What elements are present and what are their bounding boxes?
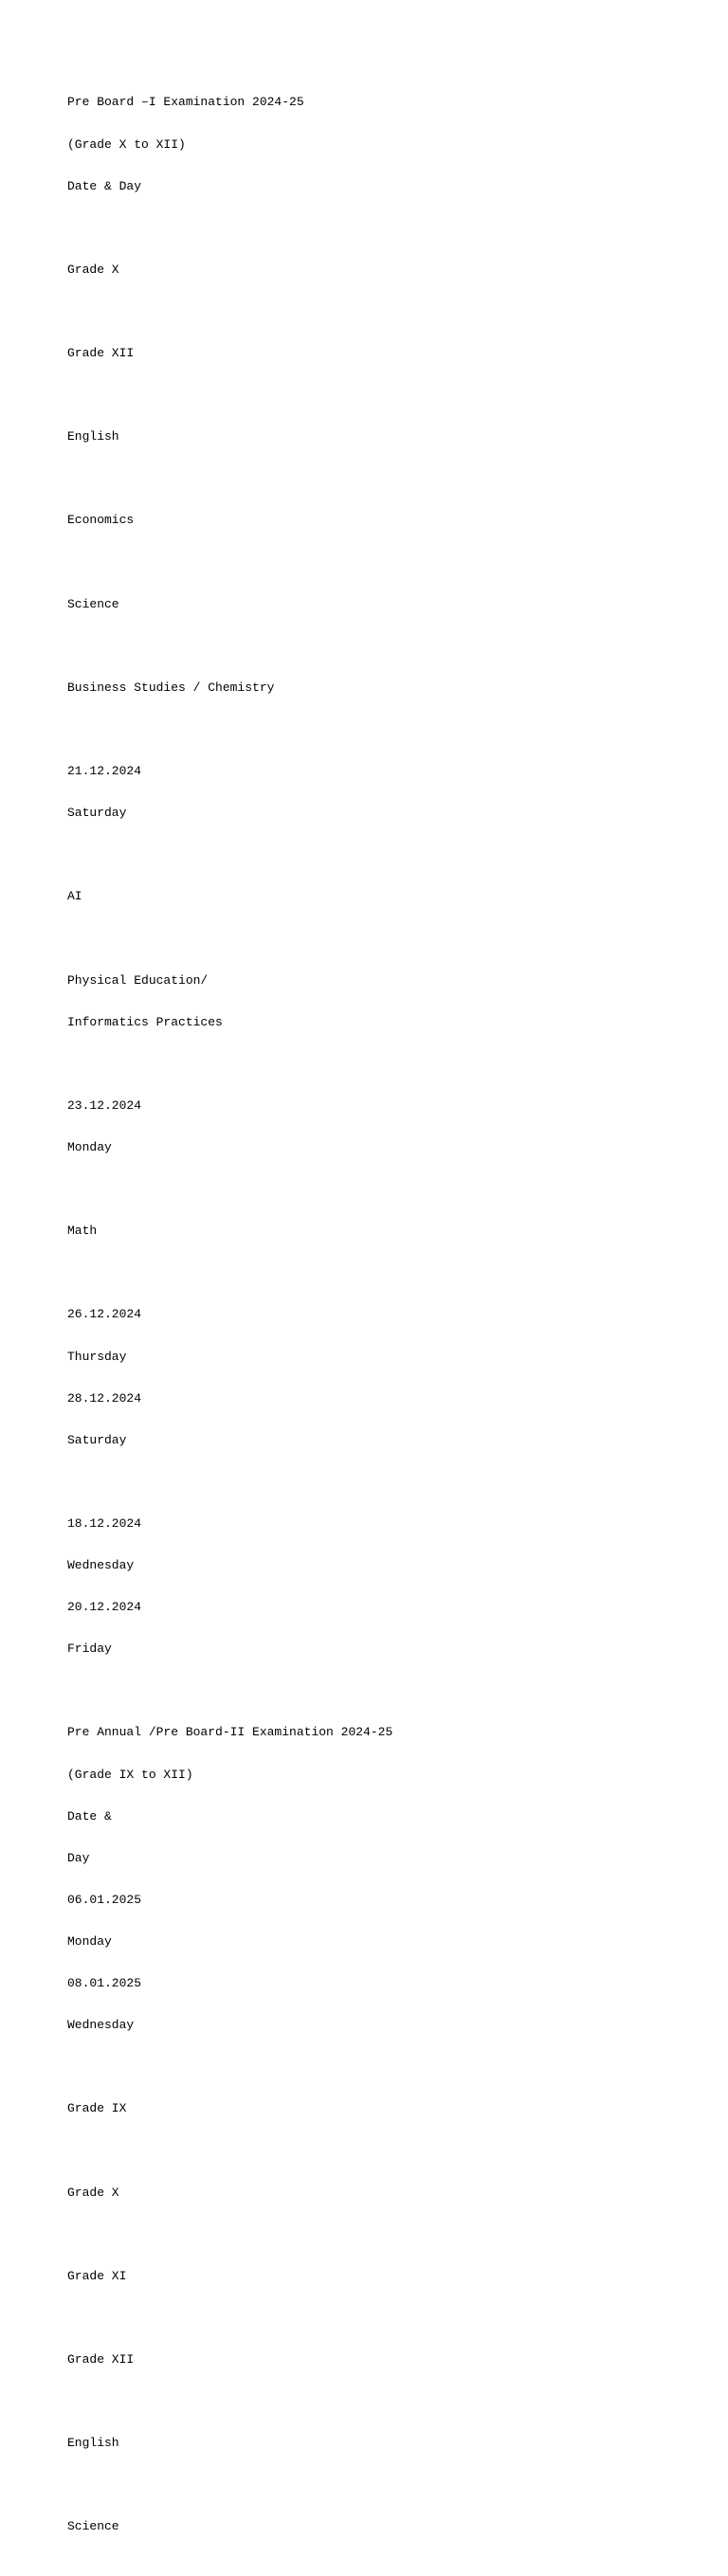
subject-entry — [67, 486, 712, 556]
grade-label: Grade XII — [67, 2352, 135, 2367]
document-page — [67, 68, 712, 2576]
exam-date: 21.12.2024 — [67, 764, 142, 779]
subject-label: Science — [67, 2519, 119, 2534]
subject-label: Math — [67, 1224, 98, 1239]
exam-day: Saturday — [67, 1432, 127, 1447]
subject-label: AI — [67, 889, 82, 904]
grade-header — [67, 319, 712, 390]
grade-header — [67, 2075, 712, 2145]
exam-date: 26.12.2024 — [67, 1307, 142, 1322]
exam-title-block-1 — [67, 68, 712, 222]
subject-label: English — [67, 429, 119, 444]
exam-title: Pre Board –I Examination 2024-25 — [67, 95, 304, 110]
exam-day: Thursday — [67, 1349, 127, 1364]
exam-day: Monday — [67, 1934, 112, 1949]
subject-label: Informatics Practices — [67, 1014, 223, 1029]
subject-entry — [67, 862, 712, 933]
exam-title-block-2 — [67, 1698, 712, 2060]
exam-day: Monday — [67, 1139, 112, 1154]
subject-label: English — [67, 2436, 119, 2451]
subject-label: Physical Education/ — [67, 972, 209, 988]
grade-range: (Grade IX to XII) — [67, 1767, 193, 1782]
exam-title: Pre Annual /Pre Board-II Examination 2024-25 — [67, 1725, 393, 1740]
subject-entry — [67, 1197, 712, 1267]
grade-header — [67, 2158, 712, 2228]
subject-label: Science — [67, 596, 119, 611]
date-entry — [67, 1071, 712, 1183]
subject-entry — [67, 2409, 712, 2479]
exam-date: 23.12.2024 — [67, 1098, 142, 1113]
exam-date: 28.12.2024 — [67, 1390, 142, 1406]
grade-label: Grade XI — [67, 2268, 127, 2283]
date-day-header: Date & Day — [67, 178, 142, 193]
grade-label: Grade IX — [67, 2101, 127, 2116]
grade-header — [67, 2326, 712, 2396]
exam-date: 08.01.2025 — [67, 1976, 142, 1991]
date-day-header: Day — [67, 1850, 90, 1865]
grade-label: Grade X — [67, 2185, 119, 2200]
subject-label: Business Studies / Chemistry — [67, 680, 275, 695]
exam-date: 18.12.2024 — [67, 1515, 142, 1531]
grade-label: Grade X — [67, 262, 119, 277]
subject-entry — [67, 2493, 712, 2563]
grade-header — [67, 2241, 712, 2312]
date-entry — [67, 1490, 712, 1685]
exam-day: Wednesday — [67, 2018, 135, 2033]
subject-label: Economics — [67, 513, 135, 528]
date-day-header: Date & — [67, 1808, 112, 1823]
grade-header — [67, 235, 712, 305]
subject-entry — [67, 570, 712, 640]
exam-day: Wednesday — [67, 1558, 135, 1573]
grade-label: Grade XII — [67, 346, 135, 361]
exam-date: 20.12.2024 — [67, 1600, 142, 1615]
date-entry — [67, 737, 712, 849]
exam-day: Saturday — [67, 806, 127, 821]
subject-entry — [67, 403, 712, 473]
subject-entry — [67, 653, 712, 723]
exam-day: Friday — [67, 1642, 112, 1657]
grade-range: (Grade X to XII) — [67, 136, 186, 152]
exam-date: 06.01.2025 — [67, 1892, 142, 1907]
subject-entry — [67, 946, 712, 1058]
date-entry — [67, 1280, 712, 1476]
